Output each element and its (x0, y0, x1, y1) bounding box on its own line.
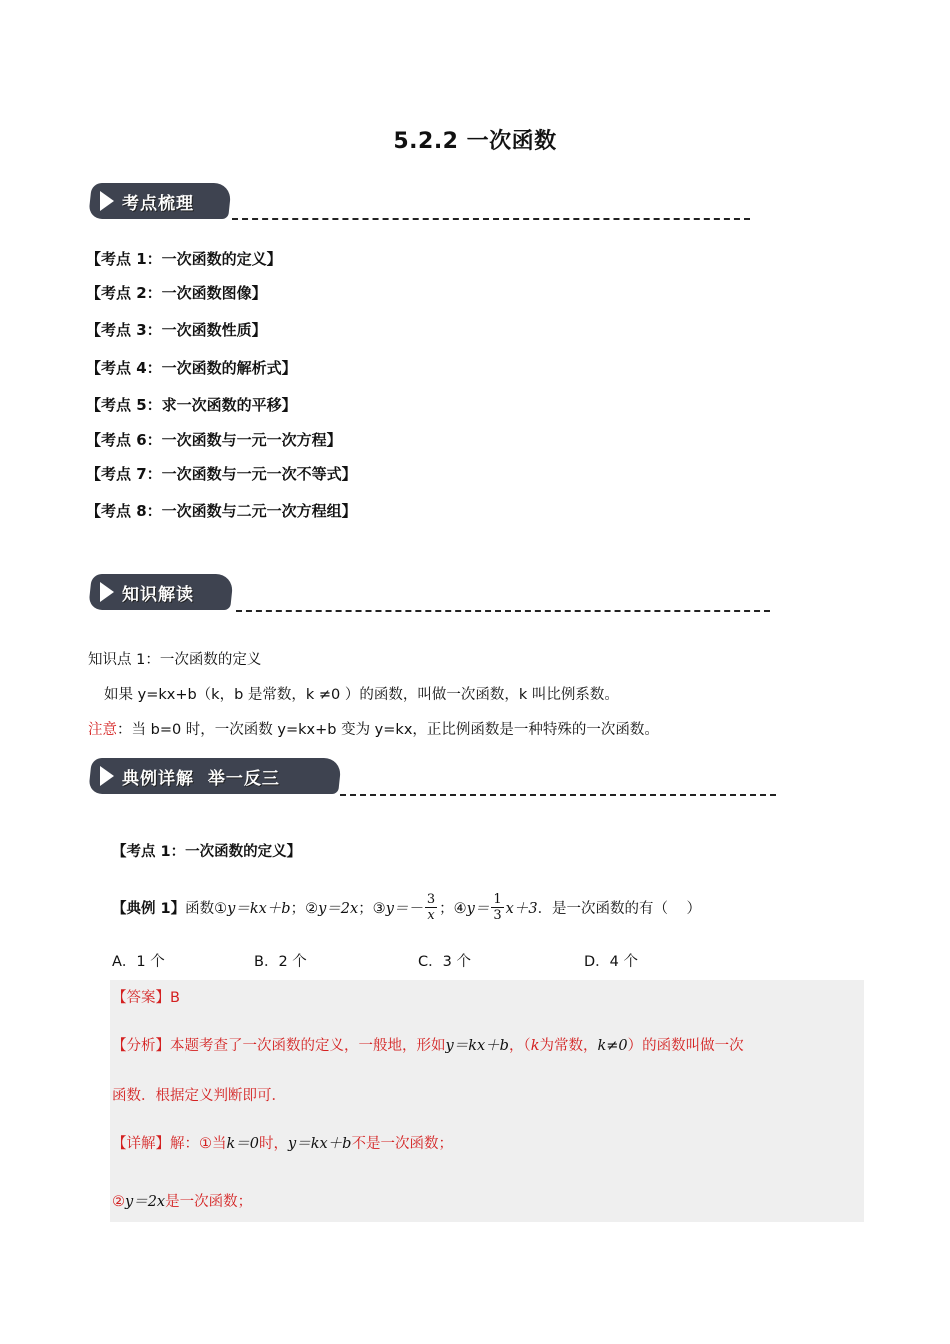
detail-text: 是一次函数； (165, 1194, 253, 1210)
example-kaodian-tag: 【考点 1：一次函数的定义】 (112, 844, 302, 860)
separator: ；③ (358, 901, 386, 917)
knowledge-heading: 知识点 1：一次函数的定义 (88, 652, 262, 668)
note-text: ：当 b=0 时，一次函数 y=kx+b 变为 y=kx，正比例函数是一种特殊的一次函数。 (117, 722, 659, 738)
kaodian-item: 【考点 3：一次函数性质】 (86, 321, 267, 339)
kaodian-item: 【考点 8：一次函数与二元一次方程组】 (86, 502, 357, 520)
knowledge-line: 如果 y=kx+b（k，b 是常数，k ≠0 ）的函数，叫做一次函数，k 叫比例系数。 (104, 687, 619, 703)
fraction-denominator: x (427, 908, 435, 923)
kaodian-item: 【考点 5：求一次函数的平移】 (86, 396, 297, 414)
kaodian-item: 【考点 6：一次函数与一元一次方程】 (86, 431, 342, 449)
detail-text: 时， (259, 1136, 289, 1152)
analysis-formula: y＝kx＋b (445, 1038, 509, 1054)
answer-label: 【答案】 (112, 990, 170, 1006)
detail-text: 解：①当 (170, 1136, 227, 1152)
banner-label: 知识解读 (122, 584, 194, 605)
analysis-text: 为常数， (539, 1038, 598, 1054)
detail-formula: y＝kx＋b (288, 1136, 352, 1152)
analysis-line (112, 1034, 744, 1055)
detail-line-2 (112, 1190, 252, 1211)
fraction-3-over-x (425, 892, 437, 923)
fraction-denominator: 3 (493, 908, 502, 923)
dashed-divider (340, 794, 776, 796)
analysis-condition: k≠0 (597, 1038, 628, 1054)
knowledge-note (88, 718, 659, 739)
banner-dianli (90, 758, 350, 794)
kaodian-item: 【考点 2：一次函数图像】 (86, 284, 267, 302)
detail-line (112, 1132, 453, 1153)
formula-2: y＝2x (318, 901, 359, 917)
answer-line (112, 986, 180, 1007)
banner-kaodian (90, 183, 240, 219)
answer-value: B (170, 990, 180, 1006)
analysis-k: k (530, 1038, 540, 1054)
option-d: D．4 个 (584, 954, 638, 970)
separator: ；④ (439, 901, 467, 917)
play-arrow-icon (100, 582, 114, 602)
fraction-numerator: 1 (493, 892, 502, 907)
formula-3-prefix: y＝－ (385, 901, 423, 917)
banner-zhishi (90, 574, 240, 610)
formula-4-suffix: x＋3 (505, 901, 538, 917)
formula-1: y＝kx＋b (227, 901, 291, 917)
analysis-text: ，（ (508, 1038, 531, 1054)
detail-text: 不是一次函数； (351, 1136, 453, 1152)
analysis-text: 本题考查了一次函数的定义，一般地，形如 (170, 1038, 446, 1054)
option-b: B．2 个 (254, 954, 307, 970)
kaodian-item: 【考点 7：一次函数与一元一次不等式】 (86, 465, 357, 483)
example-intro: 函数① (185, 901, 228, 917)
separator: ；② (290, 901, 319, 917)
analysis-line-2: 函数．根据定义判断即可． (112, 1088, 286, 1104)
detail-label: 【详解】 (112, 1136, 170, 1152)
formula-4-prefix: y＝ (466, 901, 490, 917)
fraction-1-over-3 (491, 892, 503, 923)
analysis-text: ）的函数叫做一次 (627, 1038, 744, 1054)
note-label: 注意 (88, 722, 117, 738)
play-arrow-icon (100, 191, 114, 211)
example-question (112, 892, 701, 923)
example-label: 【典例 1】 (112, 901, 186, 917)
question-tail: ．是一次函数的有（ ） (537, 901, 701, 917)
detail-bullet: ② (112, 1194, 125, 1210)
kaodian-item: 【考点 1：一次函数的定义】 (86, 250, 282, 268)
detail-formula-2: y＝2x (125, 1194, 166, 1210)
option-c: C．3 个 (418, 954, 471, 970)
play-arrow-icon (100, 766, 114, 786)
banner-label: 典例详解 举一反三 (122, 768, 280, 789)
banner-label: 考点梳理 (122, 193, 194, 214)
option-a: A．1 个 (112, 954, 165, 970)
kaodian-item: 【考点 4：一次函数的解析式】 (86, 359, 297, 377)
dashed-divider (236, 610, 770, 612)
page-title: 5.2.2 一次函数 (393, 129, 557, 154)
dashed-divider (232, 218, 750, 220)
detail-condition: k＝0 (226, 1136, 260, 1152)
analysis-label: 【分析】 (112, 1038, 170, 1054)
fraction-numerator: 3 (426, 892, 436, 907)
